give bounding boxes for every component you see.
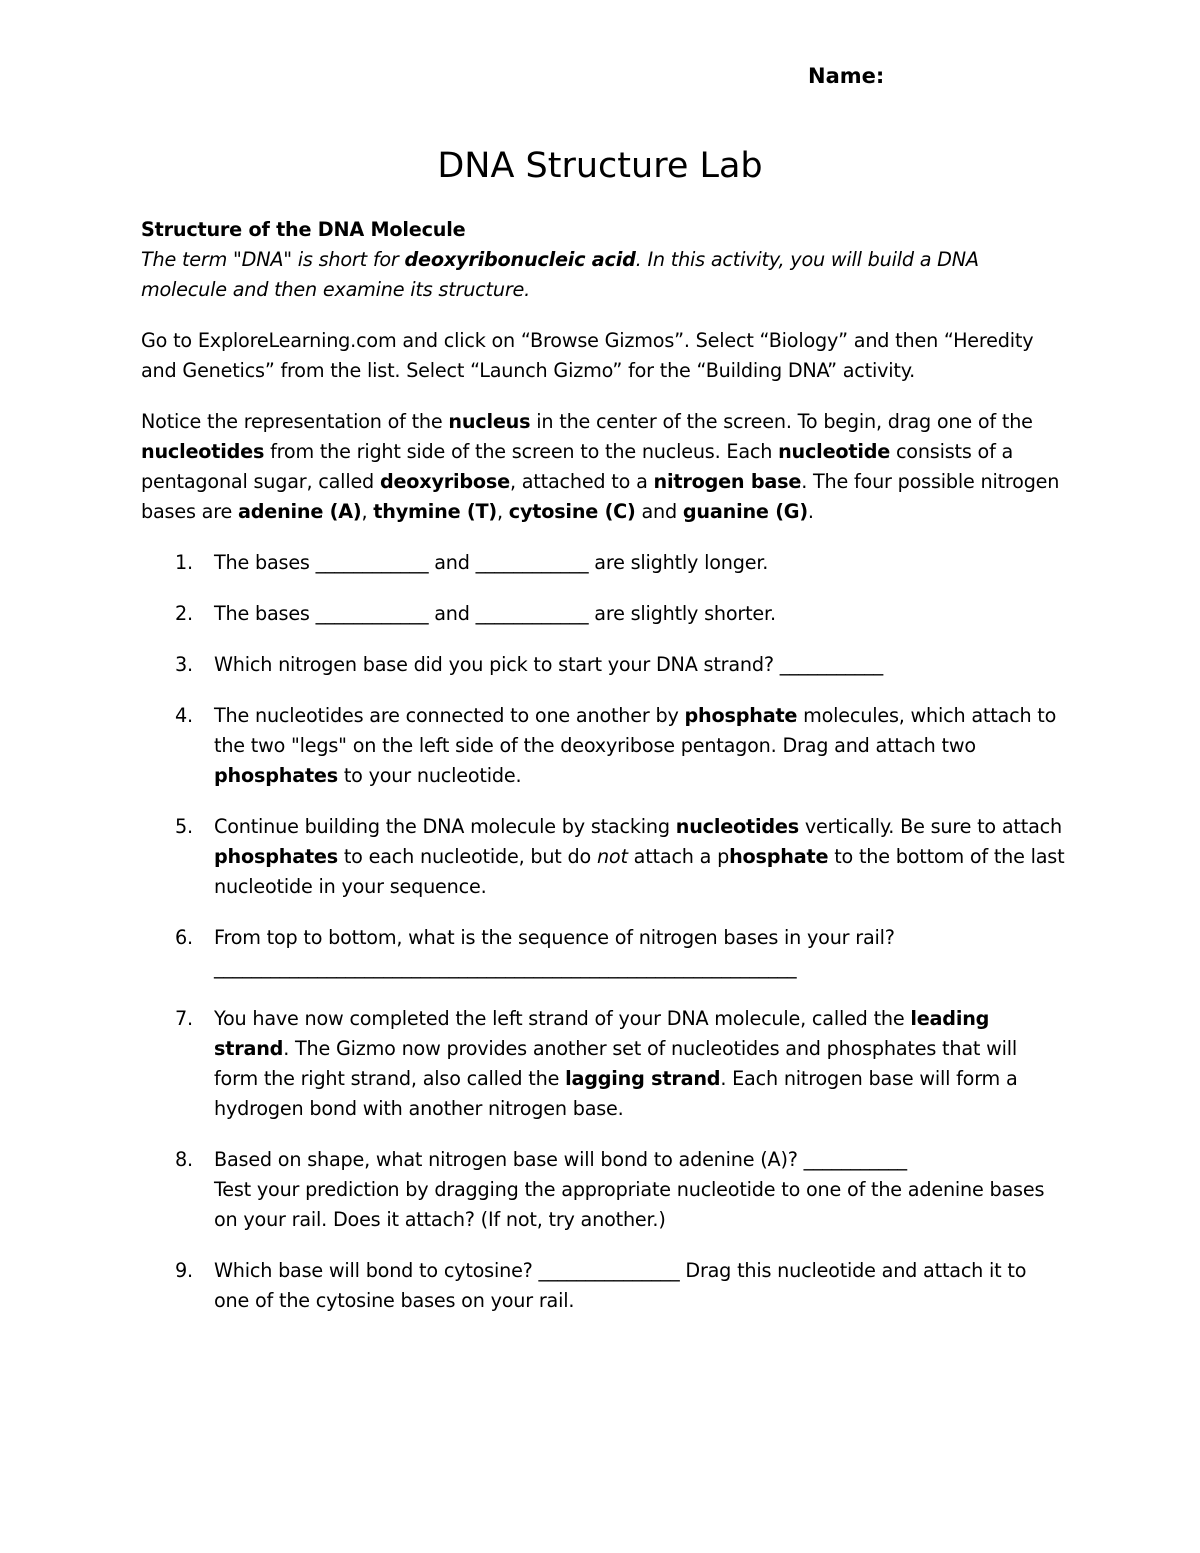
question-text: to your nucleotide. — [337, 764, 522, 787]
section-heading: Structure of the DNA Molecule — [141, 218, 466, 241]
question-text: Continue building the DNA molecule by stacking — [214, 815, 676, 838]
question-number: 6. — [175, 926, 193, 949]
notice-term: cytosine (C) — [508, 500, 636, 523]
question-8 — [141, 1145, 1066, 1235]
question-term: phosphate — [684, 704, 798, 727]
question-text: attach a p — [627, 845, 730, 868]
notice-term: nucleus — [448, 410, 531, 433]
notice-text: , — [361, 500, 374, 523]
page-title: DNA Structure Lab — [437, 146, 763, 186]
instructions-paragraph: Go to ExploreLearning.com and click on “Browse Gizmos”. Select “Biology” and then “Heredity and Genetics” from the list. Select “Launch Gizmo” for the “Building DNA” activity. — [141, 329, 1034, 382]
question-text: From top to bottom, what is the sequence of nitrogen bases in your rail? — [214, 926, 895, 949]
question-number: 5. — [175, 815, 193, 838]
notice-term: adenine (A) — [237, 500, 362, 523]
question-text: Based on shape, what nitrogen base will bond to adenine (A)? ___________ — [214, 1148, 907, 1171]
notice-text: in the center of the screen. To begin, drag one of the — [530, 410, 1033, 433]
intro-text-1: The term "DNA" is short for — [141, 248, 405, 271]
question-text: molecules, which attach to the two "legs" on the left side of the deoxyribose pentagon. Drag and attach two — [214, 704, 1057, 757]
name-label: Name: — [808, 64, 885, 88]
notice-text: from the right side of the screen to the nucleus. Each — [264, 440, 779, 463]
intro-text-2: . In this activity, you will build a DNA molecule and then examine its structure. — [141, 248, 979, 301]
question-number: 7. — [175, 1007, 193, 1030]
notice-text: and — [635, 500, 683, 523]
notice-term: nitrogen base — [653, 470, 802, 493]
question-term: nucleotides — [675, 815, 799, 838]
worksheet-content — [141, 215, 1066, 1337]
notice-text: . — [807, 500, 814, 523]
question-5 — [141, 812, 1066, 902]
answer-blank: ______________________________________________________________ — [214, 956, 797, 979]
question-7 — [141, 1004, 1066, 1124]
question-text: vertically. Be sure to attach — [798, 815, 1062, 838]
question-term: phosphates — [214, 845, 338, 868]
question-number: 1. — [175, 551, 193, 574]
question-text: . The Gizmo now provides another set of nucleotides and phosphates that will form the right strand, also called the — [214, 1037, 1018, 1090]
question-1 — [141, 548, 1066, 578]
notice-paragraph — [141, 407, 1066, 527]
notice-term: nucleotides — [141, 440, 265, 463]
question-text: to each nucleotide, but do — [337, 845, 597, 868]
notice-text: consists of a pentagonal sugar, called — [141, 440, 1014, 493]
notice-text: , attached to a — [509, 470, 654, 493]
intro-bold-term: deoxyribonucleic acid — [404, 248, 636, 271]
notice-text: , — [496, 500, 509, 523]
question-text: to the bottom of the last nucleotide in your sequence. — [214, 845, 1065, 898]
question-text: Which base will bond to cytosine? _______________ Drag this nucleotide and attach it to one of the cytosine bases on your rail. — [214, 1259, 1027, 1312]
question-emphasis: not — [596, 845, 628, 868]
question-number: 3. — [175, 653, 193, 676]
question-3 — [141, 650, 1066, 680]
notice-text: . The four possible nitrogen bases are — [141, 470, 1060, 523]
question-term: hosphate — [729, 845, 829, 868]
question-9 — [141, 1256, 1066, 1316]
question-text: Which nitrogen base did you pick to start your DNA strand? ___________ — [214, 653, 884, 676]
question-text: You have now completed the left strand of your DNA molecule, called the — [214, 1007, 911, 1030]
question-text: Test your prediction by dragging the appropriate nucleotide to one of the adenine bases on your rail. Does it attach? (If not, try another.) — [214, 1178, 1045, 1231]
question-number: 2. — [175, 602, 193, 625]
question-number: 4. — [175, 704, 193, 727]
question-text: The nucleotides are connected to one another by — [214, 704, 685, 727]
question-number: 8. — [175, 1148, 193, 1171]
notice-term: thymine (T) — [373, 500, 497, 523]
question-6 — [141, 923, 1066, 983]
question-4 — [141, 701, 1066, 791]
intro-paragraph — [141, 245, 1066, 305]
question-text: The bases ____________ and ____________ are slightly longer. — [214, 551, 769, 574]
question-term: lagging strand — [565, 1067, 721, 1090]
question-2 — [141, 599, 1066, 629]
question-list — [141, 548, 1066, 1316]
notice-text: Notice the representation of the — [141, 410, 449, 433]
notice-term: guanine (G) — [682, 500, 808, 523]
question-term: phosphates — [214, 764, 338, 787]
question-term: leading strand — [214, 1007, 990, 1060]
notice-term: deoxyribose — [379, 470, 510, 493]
notice-term: nucleotide — [778, 440, 891, 463]
question-text: The bases ____________ and ____________ are slightly shorter. — [214, 602, 776, 625]
question-number: 9. — [175, 1259, 193, 1282]
question-text: . Each nitrogen base will form a hydrogen bond with another nitrogen base. — [214, 1067, 1018, 1120]
